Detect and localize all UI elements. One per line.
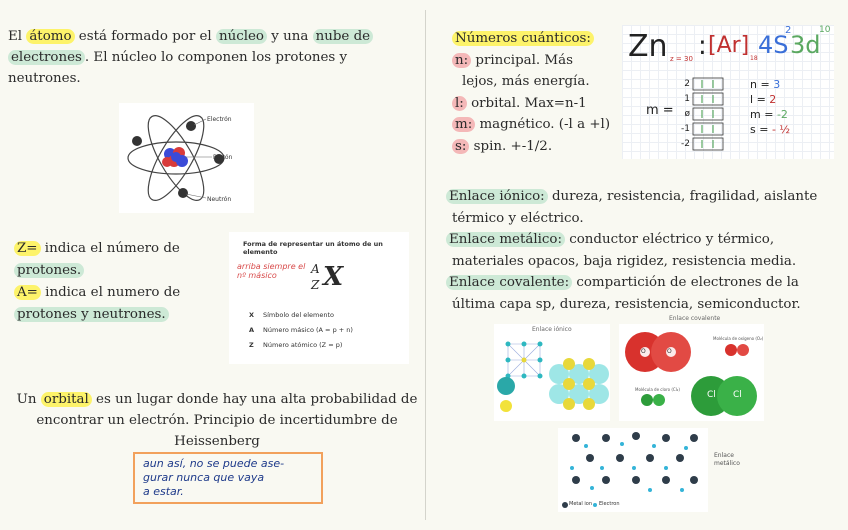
highlight-enlace-covalente: Enlace covalente: [446, 275, 572, 290]
highlight-nucleo: núcleo [216, 29, 267, 44]
notation-card-image [229, 232, 409, 364]
atom-diagram [119, 103, 254, 213]
legend-electron: Electron [599, 501, 620, 507]
oxygen-caption: Molécula de oxígeno (O₂) [713, 336, 764, 341]
notation-row: A Número másico (A = p + n) [249, 326, 353, 334]
handwritten-line: aun así, no se puede ase- [143, 457, 285, 470]
text: Un [16, 392, 37, 407]
notation-a: A [311, 262, 320, 276]
text: compartición de electrones de la [576, 275, 799, 290]
bond-types [446, 186, 838, 315]
notation-row: X Símbolo del elemento [249, 311, 334, 319]
o-atom-label: O [641, 348, 646, 355]
ionic-label: Enlace iónico [532, 326, 572, 333]
zn-argon-sub: 18 [750, 55, 758, 62]
text: . El núcleo lo componen los protones y neutrones. [8, 50, 348, 86]
text: indica el numero de [45, 285, 181, 300]
text: Heissenberg [174, 434, 260, 449]
quantum-values [750, 77, 790, 137]
highlight-atomo: átomo [26, 29, 74, 44]
handwritten-line: a estar. [143, 485, 184, 498]
highlight-electrones: electrones [8, 50, 85, 65]
text: y una [271, 29, 309, 44]
highlight-a: A= [14, 285, 41, 300]
qn-row: s = - ½ [750, 123, 791, 136]
highlight-protones: protones. [14, 263, 84, 278]
z-a-definitions [14, 238, 224, 326]
ionic-bond-image [494, 324, 610, 421]
highlight-z: Z= [14, 241, 41, 256]
quantum-numbers [452, 28, 617, 157]
quantum-title: Números cuánticos: [452, 31, 594, 46]
text: conductor eléctrico y térmico, [569, 232, 775, 247]
ml-label: m = [646, 103, 674, 118]
zn-z-number: z = 30 [670, 55, 693, 63]
cl-atom-label: Cl [707, 390, 716, 400]
zn-4s: 4S [758, 31, 789, 59]
text: última capa sp, dureza, resistencia, semiconductor. [452, 296, 801, 312]
label-electron: Electrón [207, 116, 232, 123]
notation-title: Forma de representar un átomo de un elemento [243, 240, 383, 256]
text: lejos, más energía. [462, 74, 590, 89]
metallic-label: Enlace metálico [714, 452, 740, 467]
covalent-label: Enlace covalente [669, 315, 721, 322]
text: El [8, 29, 23, 44]
orbital-boxes [692, 77, 728, 155]
page-divider [425, 10, 426, 520]
notation-x: X [323, 262, 344, 292]
handwritten-note-box [133, 452, 323, 504]
qn-row: m = -2 [750, 108, 788, 121]
notation-rows [249, 308, 353, 353]
zn-3d-exp: 10 [819, 25, 831, 35]
metallic-lattice [558, 428, 708, 498]
zn-4s-exp: 2 [785, 25, 792, 36]
text: spin. +-1/2. [473, 138, 553, 154]
text: principal. Más [475, 52, 573, 68]
chlorine-caption: Molécula de cloro (Cl₂) [635, 387, 680, 392]
text: orbital. Max=n-1 [471, 95, 587, 111]
handwritten-line: gurar nunca que vaya [143, 471, 265, 484]
text: magnético. (-l a +l) [479, 117, 611, 132]
zn-colon: : [698, 31, 707, 61]
highlight-enlace-metalico: Enlace metálico: [446, 232, 565, 247]
label-proton: Protón [213, 154, 233, 161]
highlight-n: n: [452, 53, 471, 68]
highlight-nube: nube de [313, 29, 374, 44]
highlight-m: m: [452, 117, 475, 132]
highlight-protones-neutrones: protones y neutrones. [14, 307, 169, 322]
zn-symbol: Zn [628, 29, 668, 64]
cl-atom-label: Cl [733, 390, 742, 400]
o-atom-label: O [667, 348, 672, 355]
notation-z: Z [311, 278, 320, 292]
text: térmico y eléctrico. [452, 210, 584, 226]
text: encontrar un electrón. Principio de incertidumbre de [36, 413, 398, 428]
zn-argon-core: [Ar] [708, 33, 750, 58]
text: es un lugar donde hay una alta probabilidad de [96, 392, 418, 407]
metallic-bond-image [558, 428, 708, 512]
atom-definition [8, 26, 420, 89]
highlight-l: l: [452, 96, 467, 111]
highlight-s: s: [452, 139, 469, 154]
covalent-bond-image [619, 315, 764, 421]
zn-3d: 3d [790, 31, 821, 59]
highlight-orbital: orbital [41, 392, 92, 407]
ionic-lattice [494, 334, 610, 421]
highlight-enlace-ionico: Enlace iónico: [446, 189, 548, 204]
text: materiales opacos, baja rigidez, resistencia media. [452, 253, 797, 269]
notation-row: Z Número atómico (Z = p) [249, 341, 343, 349]
qn-row: n = 3 [750, 78, 781, 91]
atom-diagram-image [119, 103, 254, 213]
ml-values: 2 1 ø -1 -2 [681, 79, 690, 149]
orbital-definition [14, 389, 420, 452]
legend-metal-ion: Metal ion [569, 501, 593, 507]
red-handnote: arriba siempre el nº másico [237, 262, 306, 280]
text: indica el número de [44, 241, 180, 256]
label-neutron: Neutrón [207, 196, 232, 203]
text: está formado por el [78, 29, 212, 44]
text: dureza, resistencia, fragilidad, aislante [551, 189, 818, 204]
qn-row: l = 2 [750, 93, 777, 106]
zn-configuration-card [622, 25, 834, 159]
